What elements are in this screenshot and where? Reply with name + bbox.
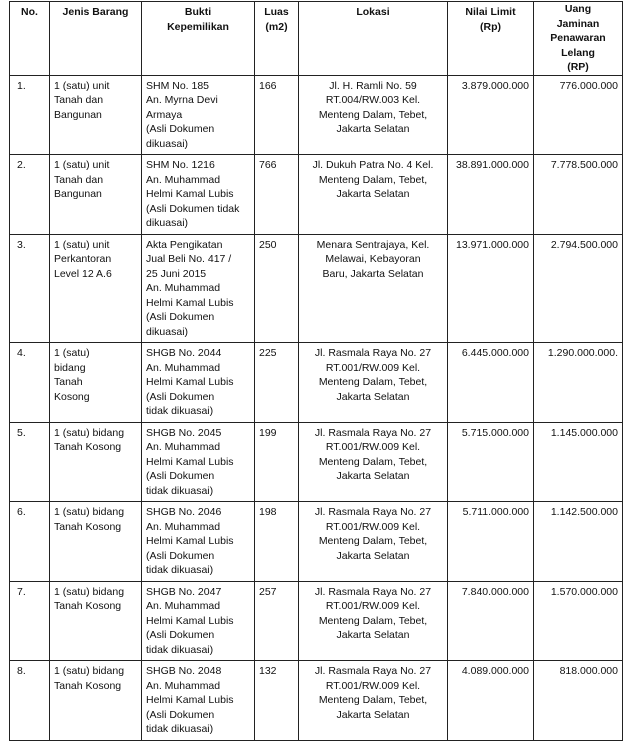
- row-jenis-barang-line: Tanah: [54, 376, 83, 388]
- row-bukti-kepemilikan-line: (Asli Dokumen tidak: [146, 202, 240, 215]
- row-lokasi-line: Jl. Rasmala Raya No. 27: [314, 585, 432, 598]
- row-bukti-kepemilikan-line: Jual Beli No. 417 /: [146, 253, 232, 265]
- row-luas: 166: [255, 75, 299, 155]
- row-nilai-limit: 13.971.000.000: [448, 234, 534, 343]
- row-no: 4.: [10, 343, 50, 423]
- table-row: [10, 502, 623, 582]
- row-bukti-kepemilikan-line: tidak dikuasai): [146, 643, 214, 656]
- table-row: [10, 75, 623, 155]
- row-bukti-kepemilikan-line: (Asli Dokumen: [146, 708, 215, 721]
- document-page: [9, 1, 623, 741]
- row-luas: 257: [255, 581, 299, 661]
- row-jenis-barang-line: Kosong: [54, 390, 90, 403]
- row-jenis-barang: [50, 155, 142, 235]
- row-bukti-kepemilikan-line: SHGB No. 2047: [146, 585, 222, 598]
- row-luas: 199: [255, 422, 299, 502]
- row-jenis-barang: [50, 343, 142, 423]
- row-jenis-barang-line: 1 (satu) bidang: [54, 426, 125, 439]
- row-nilai-limit: 3.879.000.000: [448, 75, 534, 155]
- row-lokasi-line: RT.001/RW.009 Kel.: [325, 441, 421, 453]
- row-uang-jaminan: 1.142.500.000: [534, 502, 623, 582]
- row-bukti-kepemilikan-line: An. Muhammad: [146, 520, 221, 533]
- header-nilai-limit: Nilai Limit (Rp): [448, 2, 534, 76]
- row-lokasi-line: Jl. Rasmala Raya No. 27: [314, 506, 432, 518]
- row-bukti-kepemilikan-line: Armaya: [146, 108, 183, 121]
- row-lokasi: [299, 502, 448, 582]
- row-luas: 198: [255, 502, 299, 582]
- row-lokasi-line: Jl. Rasmala Raya No. 27: [314, 426, 432, 439]
- row-uang-jaminan: 818.000.000: [534, 661, 623, 741]
- row-nilai-limit: 6.445.000.000: [448, 343, 534, 423]
- row-bukti-kepemilikan-line: dikuasai): [146, 325, 189, 338]
- row-jenis-barang-line: Tanah Kosong: [54, 679, 122, 692]
- row-luas: 250: [255, 234, 299, 343]
- row-lokasi: [299, 75, 448, 155]
- row-bukti-kepemilikan-line: Akta Pengikatan: [146, 238, 223, 251]
- row-lokasi-line: Jl. Rasmala Raya No. 27: [314, 665, 432, 677]
- row-nilai-limit: 4.089.000.000: [448, 661, 534, 741]
- row-bukti-kepemilikan: [142, 502, 255, 582]
- row-lokasi-line: Jakarta Selatan: [336, 188, 410, 200]
- row-lokasi-line: Menteng Dalam, Tebet,: [318, 614, 428, 627]
- row-no: 2.: [10, 155, 50, 235]
- row-lokasi-line: Jakarta Selatan: [336, 708, 410, 721]
- header-uang-jaminan: Uang Jaminan Penawaran Lelang (RP): [534, 2, 623, 76]
- row-jenis-barang-line: Perkantoran: [54, 253, 112, 265]
- row-uang-jaminan: 776.000.000: [534, 75, 623, 155]
- row-bukti-kepemilikan-line: dikuasai): [146, 217, 189, 229]
- row-jenis-barang: [50, 661, 142, 741]
- row-bukti-kepemilikan-line: SHM No. 185: [146, 79, 210, 92]
- row-nilai-limit: 5.711.000.000: [448, 502, 534, 582]
- row-luas: 766: [255, 155, 299, 235]
- row-lokasi-line: Menteng Dalam, Tebet,: [318, 535, 428, 547]
- row-nilai-limit: 38.891.000.000: [448, 155, 534, 235]
- row-lokasi: [299, 661, 448, 741]
- row-lokasi-line: Jakarta Selatan: [336, 390, 410, 403]
- row-jenis-barang-line: 1 (satu) bidang: [54, 585, 125, 598]
- row-lokasi-line: Jl. H. Ramli No. 59: [329, 79, 417, 92]
- auction-table: [9, 1, 623, 741]
- row-luas: 132: [255, 661, 299, 741]
- row-bukti-kepemilikan-line: tidak dikuasai): [146, 723, 214, 735]
- row-lokasi-line: Menteng Dalam, Tebet,: [318, 173, 428, 186]
- row-bukti-kepemilikan: [142, 234, 255, 343]
- row-jenis-barang: [50, 422, 142, 502]
- row-bukti-kepemilikan: [142, 661, 255, 741]
- row-jenis-barang-line: Tanah dan: [54, 173, 104, 186]
- row-jenis-barang: [50, 75, 142, 155]
- row-no: 3.: [10, 234, 50, 343]
- row-bukti-kepemilikan-line: Helmi Kamal Lubis: [146, 694, 234, 706]
- row-lokasi: [299, 155, 448, 235]
- row-bukti-kepemilikan: [142, 75, 255, 155]
- row-jenis-barang-line: Bangunan: [54, 108, 102, 121]
- row-bukti-kepemilikan-line: Helmi Kamal Lubis: [146, 455, 234, 468]
- row-bukti-kepemilikan-line: Helmi Kamal Lubis: [146, 296, 234, 309]
- row-bukti-kepemilikan-line: An. Muhammad: [146, 173, 221, 186]
- row-bukti-kepemilikan: [142, 155, 255, 235]
- row-lokasi-line: Jl. Dukuh Patra No. 4 Kel.: [312, 159, 434, 171]
- row-lokasi: [299, 234, 448, 343]
- row-bukti-kepemilikan-line: 25 Juni 2015: [146, 267, 207, 280]
- row-no: 7.: [10, 581, 50, 661]
- row-uang-jaminan: 1.290.000.000.: [534, 343, 623, 423]
- row-bukti-kepemilikan-line: dikuasai): [146, 137, 189, 150]
- row-jenis-barang-line: bidang: [54, 361, 86, 374]
- row-jenis-barang-line: Tanah Kosong: [54, 520, 122, 533]
- row-jenis-barang-line: 1 (satu) unit: [54, 79, 110, 92]
- row-bukti-kepemilikan-line: Helmi Kamal Lubis: [146, 188, 234, 200]
- row-bukti-kepemilikan-line: SHGB No. 2044: [146, 347, 222, 359]
- row-bukti-kepemilikan: [142, 422, 255, 502]
- row-jenis-barang-line: 1 (satu): [54, 347, 90, 359]
- row-bukti-kepemilikan-line: An. Muhammad: [146, 679, 221, 692]
- header-jenis-barang: Jenis Barang: [50, 2, 142, 76]
- row-lokasi-line: Melawai, Kebayoran: [325, 253, 421, 265]
- row-bukti-kepemilikan-line: An. Muhammad: [146, 361, 221, 374]
- row-bukti-kepemilikan-line: An. Muhammad: [146, 441, 221, 453]
- row-no: 1.: [10, 75, 50, 155]
- row-nilai-limit: 7.840.000.000: [448, 581, 534, 661]
- row-no: 5.: [10, 422, 50, 502]
- row-bukti-kepemilikan-line: An. Muhammad: [146, 600, 221, 612]
- row-bukti-kepemilikan-line: An. Muhammad: [146, 282, 221, 294]
- row-bukti-kepemilikan-line: (Asli Dokumen: [146, 123, 215, 135]
- row-bukti-kepemilikan-line: tidak dikuasai): [146, 564, 214, 576]
- row-bukti-kepemilikan: [142, 343, 255, 423]
- table-row: [10, 155, 623, 235]
- row-jenis-barang: [50, 581, 142, 661]
- row-jenis-barang-line: Tanah dan: [54, 94, 104, 106]
- header-bukti-kepemilikan: Bukti Kepemilikan: [142, 2, 255, 76]
- row-bukti-kepemilikan-line: SHGB No. 2048: [146, 665, 222, 677]
- row-lokasi-line: RT.001/RW.009 Kel.: [325, 520, 421, 533]
- row-bukti-kepemilikan-line: SHGB No. 2046: [146, 506, 222, 518]
- row-bukti-kepemilikan-line: (Asli Dokumen: [146, 629, 215, 641]
- row-lokasi: [299, 581, 448, 661]
- row-jenis-barang-line: Tanah Kosong: [54, 600, 122, 612]
- row-bukti-kepemilikan-line: (Asli Dokumen: [146, 549, 215, 562]
- header-luas: Luas (m2): [255, 2, 299, 76]
- row-lokasi: [299, 343, 448, 423]
- row-bukti-kepemilikan-line: An. Myrna Devi: [146, 94, 218, 106]
- row-bukti-kepemilikan-line: (Asli Dokumen: [146, 311, 215, 323]
- row-jenis-barang-line: 1 (satu) unit: [54, 159, 110, 171]
- row-jenis-barang: [50, 502, 142, 582]
- row-nilai-limit: 5.715.000.000: [448, 422, 534, 502]
- row-bukti-kepemilikan-line: SHM No. 1216: [146, 159, 215, 171]
- row-uang-jaminan: 7.778.500.000: [534, 155, 623, 235]
- row-uang-jaminan: 2.794.500.000: [534, 234, 623, 343]
- table-row: [10, 422, 623, 502]
- row-lokasi-line: Menteng Dalam, Tebet,: [318, 376, 428, 388]
- row-bukti-kepemilikan-line: Helmi Kamal Lubis: [146, 376, 234, 388]
- row-lokasi-line: Jakarta Selatan: [336, 549, 410, 562]
- row-bukti-kepemilikan-line: Helmi Kamal Lubis: [146, 535, 234, 547]
- row-no: 6.: [10, 502, 50, 582]
- row-lokasi-line: Jl. Rasmala Raya No. 27: [314, 347, 432, 359]
- row-lokasi-line: Menara Sentrajaya, Kel.: [316, 238, 430, 251]
- row-lokasi-line: RT.004/RW.003 Kel.: [325, 94, 421, 106]
- row-bukti-kepemilikan-line: (Asli Dokumen: [146, 470, 215, 482]
- row-jenis-barang: [50, 234, 142, 343]
- row-lokasi-line: RT.001/RW.009 Kel.: [325, 361, 421, 374]
- row-lokasi-line: RT.001/RW.009 Kel.: [325, 679, 421, 692]
- row-lokasi-line: Menteng Dalam, Tebet,: [318, 694, 428, 706]
- row-jenis-barang-line: Level 12 A.6: [54, 267, 112, 280]
- row-jenis-barang-line: 1 (satu) unit: [54, 238, 110, 251]
- row-lokasi: [299, 422, 448, 502]
- row-no: 8.: [10, 661, 50, 741]
- row-lokasi-line: Jakarta Selatan: [336, 123, 410, 135]
- table-row: [10, 581, 623, 661]
- row-lokasi-line: Menteng Dalam, Tebet,: [318, 455, 428, 468]
- row-jenis-barang-line: Tanah Kosong: [54, 441, 122, 453]
- table-row: [10, 661, 623, 741]
- row-bukti-kepemilikan-line: Helmi Kamal Lubis: [146, 614, 234, 627]
- table-row: [10, 343, 623, 423]
- row-jenis-barang-line: 1 (satu) bidang: [54, 506, 125, 518]
- header-lokasi: Lokasi: [299, 2, 448, 76]
- row-jenis-barang-line: Bangunan: [54, 188, 102, 200]
- row-bukti-kepemilikan-line: SHGB No. 2045: [146, 426, 222, 439]
- row-lokasi-line: Baru, Jakarta Selatan: [322, 267, 424, 280]
- row-uang-jaminan: 1.145.000.000: [534, 422, 623, 502]
- row-lokasi-line: Menteng Dalam, Tebet,: [318, 108, 428, 121]
- row-uang-jaminan: 1.570.000.000: [534, 581, 623, 661]
- header-row: [10, 2, 623, 76]
- row-lokasi-line: Jakarta Selatan: [336, 470, 410, 482]
- row-bukti-kepemilikan: [142, 581, 255, 661]
- row-bukti-kepemilikan-line: tidak dikuasai): [146, 484, 214, 497]
- row-lokasi-line: Jakarta Selatan: [336, 629, 410, 641]
- row-lokasi-line: RT.001/RW.009 Kel.: [325, 600, 421, 612]
- table-row: [10, 234, 623, 343]
- row-bukti-kepemilikan-line: (Asli Dokumen: [146, 390, 215, 403]
- header-no: No.: [10, 2, 50, 76]
- row-bukti-kepemilikan-line: tidak dikuasai): [146, 405, 214, 417]
- row-luas: 225: [255, 343, 299, 423]
- row-jenis-barang-line: 1 (satu) bidang: [54, 665, 125, 677]
